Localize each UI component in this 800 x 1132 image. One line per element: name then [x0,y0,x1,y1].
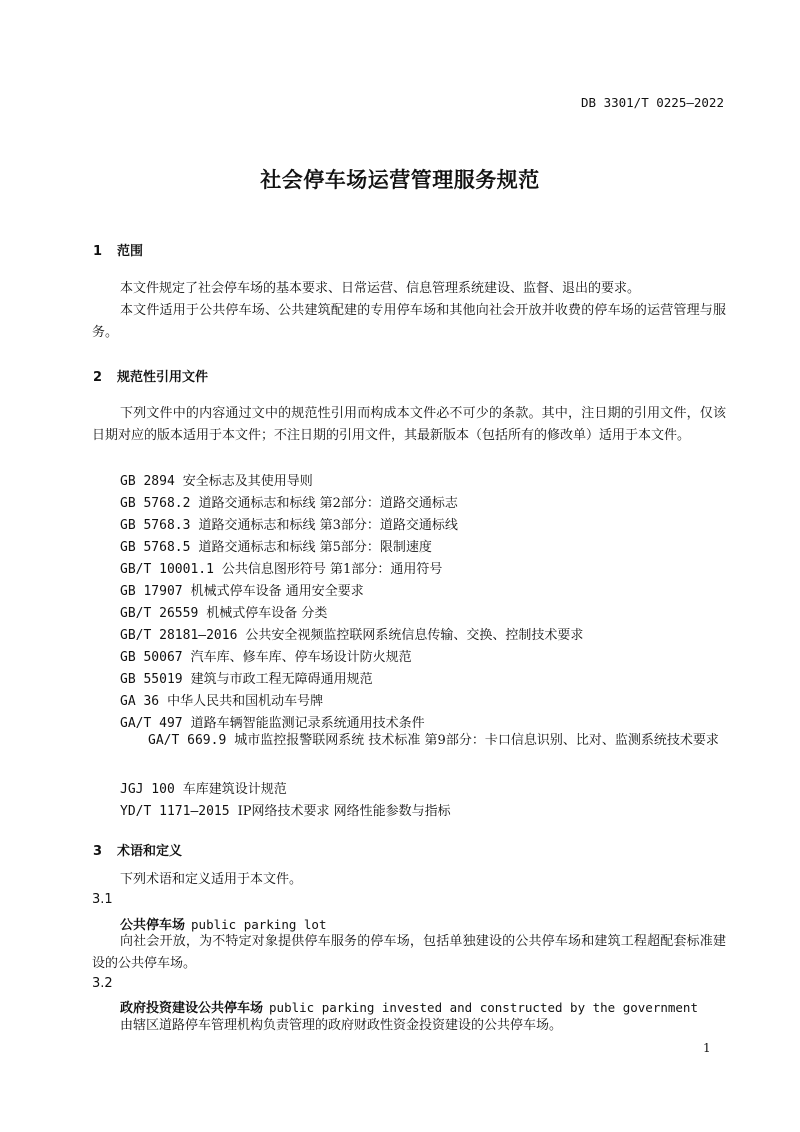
scope-paragraph-1: 本文件规定了社会停车场的基本要求、日常运营、信息管理系统建设、监督、退出的要求。 [120,281,641,296]
reference-code: GA/T 497 [120,716,183,731]
reference-code: GB/T 10001.1 [120,562,214,577]
reference-item [120,624,583,643]
reference-item [120,778,287,797]
terms-intro: 下列术语和定义适用于本文件。 [120,872,303,887]
page-number: 1 [703,1041,711,1055]
reference-code: GB 5768.2 [120,496,191,511]
reference-code: YD/T 1171—2015 [120,804,230,819]
reference-name: 车库建筑设计规范 [182,782,287,797]
reference-name: 建筑与市政工程无障碍通用规范 [190,672,373,687]
term-number: 3.1 [92,892,113,907]
reference-code: GB/T 26559 [120,606,199,621]
reference-item [92,730,726,752]
reference-item [120,470,313,489]
section-heading-terms [93,840,182,859]
document-title: 社会停车场运营管理服务规范 [260,168,540,192]
reference-code: GA 36 [120,694,160,709]
term-number: 3.2 [92,976,113,991]
reference-name: 公共信息图形符号 第1部分：通用符号 [221,562,443,577]
term-name-zh: 政府投资建设公共停车场 [120,1001,264,1016]
section-title: 术语和定义 [117,844,183,859]
reference-name: 安全标志及其使用导则 [182,474,313,489]
reference-item [120,690,323,709]
reference-item [120,602,327,621]
reference-name: 中华人民共和国机动车号牌 [167,694,324,709]
reference-name: 公共安全视频监控联网系统信息传输、交换、控制技术要求 [245,628,584,643]
term-heading [120,997,698,1016]
reference-code: GA/T 669.9 [148,733,227,748]
reference-item [120,712,425,731]
reference-code: GB 55019 [120,672,183,687]
term-name-zh: 公共停车场 [120,918,186,933]
reference-item [120,558,442,577]
reference-code: GB 5768.5 [120,540,191,555]
reference-name: 城市监控报警联网系统 技术标准 第9部分：卡口信息识别、比对、监测系统技术要求 [234,733,719,748]
reference-name: 道路交通标志和标线 第5部分：限制速度 [198,540,432,555]
section-heading-normative [93,366,208,385]
reference-code: GB/T 28181—2016 [120,628,238,643]
section-title: 范围 [117,244,144,259]
term-name-en: public parking lot [191,917,327,932]
term-definition: 向社会开放，为不特定对象提供停车服务的停车场，包括单独建设的公共停车场和建筑工程超配套标准建设的公共停车场。 [92,934,726,971]
scope-paragraph-2: 本文件适用于公共停车场、公共建筑配建的专用停车场和其他向社会开放并收费的停车场的运营管理与服务。 [92,303,726,340]
reference-code: JGJ 100 [120,782,175,797]
reference-item [120,800,451,819]
reference-item [120,536,432,555]
reference-item [120,668,373,687]
reference-code: GB 5768.3 [120,518,191,533]
section-title: 规范性引用文件 [117,370,209,385]
reference-name: 道路车辆智能监测记录系统通用技术条件 [190,716,425,731]
term-definition: 由辖区道路停车管理机构负责管理的政府财政性资金投资建设的公共停车场。 [120,1018,563,1033]
reference-name: 道路交通标志和标线 第2部分：道路交通标志 [198,496,458,511]
term-name-en: public parking invested and constructed by the government [269,1000,698,1015]
section-number: 3 [93,844,103,859]
reference-name: 道路交通标志和标线 第3部分：道路交通标线 [198,518,458,533]
reference-item [120,492,458,511]
reference-code: GB 2894 [120,474,175,489]
reference-code: GB 17907 [120,584,183,599]
reference-item [120,580,364,599]
reference-name: 汽车库、修车库、停车场设计防火规范 [190,650,412,665]
section-heading-scope [93,240,143,259]
reference-name: IP网络技术要求 网络性能参数与指标 [237,804,451,819]
document-code: DB 3301/T 0225—2022 [581,95,724,110]
section-number: 1 [93,244,103,259]
reference-code: GB 50067 [120,650,183,665]
reference-name: 机械式停车设备 分类 [206,606,328,621]
normative-intro: 下列文件中的内容通过文中的规范性引用而构成本文件必不可少的条款。其中，注日期的引用文件，仅该日期对应的版本适用于本文件；不注日期的引用文件，其最新版本（包括所有的修改单）适用于本文件。 [92,406,726,443]
reference-item [120,514,458,533]
reference-item [120,646,412,665]
reference-name: 机械式停车设备 通用安全要求 [190,584,364,599]
section-number: 2 [93,370,103,385]
